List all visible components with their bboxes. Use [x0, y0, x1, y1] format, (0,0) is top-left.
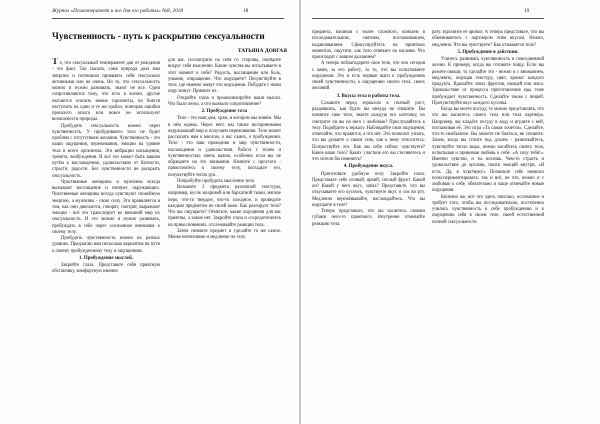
journal-header: Журнал «Психотерапевт и все для его работы» №8, 2018 — [52, 8, 183, 14]
section-heading: 1. Пробуждение мыслей. — [79, 255, 133, 261]
paragraph: для вас. Посмотрите на себя со стороны, обойдите вокруг себя мысленно. Какие чувства вы испытываете в этот момент к себе? Радость, восхищение или боль, уныние, отвращение. Что ощущаете? Почувствуйте в теле, где именно живут эти ощущения. Побудьте с ними пару минут. Примите их. — [168, 58, 281, 95]
right-column-2 — [432, 30, 544, 416]
paragraph: Затем снимите предмет и сделайте то же самое. Менее интенсивно и медленно по телу. — [168, 228, 281, 240]
paragraph: Откройте глаза и проанализируйте ваши мысли. Что было легко, а что вызвало сопротивление? — [168, 95, 281, 107]
page-number-left: 18 — [243, 8, 249, 14]
paragraph: о, что сексуальный темперамент дан от рождения - это факт. Так сказать, сама природа дала нам энергию и потенциал проявлять себя сексуально активными или не очень. Но то, что сексуальность можно и нужно развивать, знают не все. Одни сопротивляются тому, что есть в жизни, другие пытаются освоить новые горизонты, но боятся наступить на одни и те же грабли, повторяя ошибки прошлого опыта или вовсе не используют возможности природы. — [52, 61, 160, 123]
left-page — [0, 0, 299, 424]
paragraph: Возьмите 3 предмета различной текстуры, например, кусок махровой или бархатной ткани, мягкое перо, что-то твердое, что-то холодное, и проведите каждым предметом по своей коже. Как реагирует тело? Что вы ощущаете? Отметьте, какие ощущения для вас приятны, а какие нет. Закройте глаза и сосредоточьтесь на прикосновениях, отслеживайте реакции тела. — [168, 185, 281, 228]
left-column-1 — [52, 58, 160, 418]
article-title: Чувственность - путь к раскрытию сексуальности — [52, 32, 265, 42]
section-heading: 4. Пробуждение вкуса. — [343, 164, 394, 170]
header-rule — [52, 18, 284, 19]
paragraph: Учитесь развивать чувственность в повседневной жизни. К примеру, когда вы готовите пищу. Если вы режете овощи, то сделайте это - нежно и с вниманием, медленно, ощущая текстуру, цвет, аромат каждого продукта. Вдыхайте запах фруктов, овощей или мяса. Удовольствие от процесса приготовления еды тоже пробуждает чувственность. Сделайте также с пищей. Прочувствуйте вкус каждого кусочка. — [432, 57, 544, 106]
paragraph: Пробудить чувственность можно на разных уровнях. Предлагаю вам несколько вариантов на пути к своему пробужденному телу и ощущениям. — [52, 236, 160, 254]
dropcap: Т — [52, 58, 59, 66]
section-heading: 3. Вкусы тела и работы тела. — [336, 93, 401, 99]
paragraph: рату. Вдохните ее аромат. А теперь представьте, что вы обмениваетесь с партнером этим вкусом. Нежно, медленно. Что вы чувствуете? Как отзывается тело? — [432, 30, 544, 48]
paragraph: Конечно же, всё что здесь описано, осознанное и требует того, чтобы вы последовательно, постепенно учились чувственность к себе пробуждению и к ощущению себя в своем теле, своей естественной полной сексуальности. — [432, 194, 544, 225]
paragraph: Когда вы моете посуду, то можно представлять, что это вы касаетесь своего тела или тела партнера. Например, вы кладёте посуду в воду и играете с ней, поглаживая её. Это игра «Та самая хочется». Сделайте, что-то необычное. Вы можете не бояться, не спешите. Зачем, когда вы стоите под душем - развлекайтесь, чувствуйте тепло воды, нежно касайтесь своего тела, испытывая и принимая любовь к себе. «А хочу тебя!». Именно чувство, и ты носишь. Чем-то страсть и удовольствие до оргазма, поиск эмоций внутри, «Я есть. Да, я чувствую!» Позвольте себе немного поэкспериментировать: так и всё, не что, нежно и с любовью к себе, обязательно и чаще отмечайте новые ощущения. — [432, 107, 544, 194]
paragraph: предмета, начиная с более сложного, кончаем в последовательном, снятием, поглаживанием, надавливанием. Сфокусируйтесь на приятных моментах, ощутите, как тело отвечает на касания. Что происходит с вашим дыханием? — [312, 30, 425, 60]
section-heading: 2. Пробуждение тела — [201, 109, 248, 114]
right-column-1 — [312, 30, 425, 416]
section-heading: 5. Пробуждение в действии. — [457, 49, 519, 55]
paragraph: Пробудить сексуальность можно через чувственность. У пробудившего тело не будет проблем с отсутствием желания. Чувственность - это наши ощущения, переживания, эмоции на уровне тела и всего организма. Эти вибрации насыщения, трепета, возбуждения. И всё это может быть вашим путём к наслаждению, удовольствию от близости, страсти, радости. Без чувственности не раскрыть сексуальность. — [52, 123, 160, 179]
paragraph: Закройте глаза. Представьте себя приятную обстановку, комфортную именно — [52, 263, 160, 275]
header-rule — [312, 18, 544, 19]
paragraph: Теперь представьте, что вы касаетесь своими губами чего-то приятного. Внутренне отмечайте реакцию тела. — [312, 209, 425, 227]
left-column-2 — [168, 58, 281, 418]
right-page — [301, 0, 600, 424]
page-number-right: 19 — [524, 8, 530, 14]
paragraph: Слышите перед зеркалом в полный рост, раздевшись, как будто вы никуда не спешите. Вы помните свое тело, знаете каждую его клеточку, но смотрите ли вы на него с любовью? Прислушайтесь к телу. Подойдите к зеркалу. Наблюдайте свои ощущения, отмечайте, что нравится, а что нет. Это позволит узнать, что вы думаете о своем теле, как к нему относитесь. Почувствуйте это. Как вы себя сейчас чувствуете? Какое ваше тело? Каких участков его вы стесняетесь и что хотели бы изменить? — [312, 100, 425, 162]
article-author: ТАТЬЯНА ДОВГАЯ — [237, 48, 287, 54]
paragraph: Попробуйте пробудить мысленно тело. — [177, 178, 256, 184]
paragraph: Чувственные женщины и мужчины всегда вызывают восхищение и интерес окружающих. Чувственные женщины всегда чувствуют спокойную энергию, а мужчины - свою силу. Это проявляется в том, как они двигаются, говорят, смотрят, выражают эмоции - всё это транслирует во внешний мир их сексуальность. И это можно и нужно развивать, пробуждать в себе через осознанное внимание к своему телу. — [52, 179, 160, 235]
paragraph: Приготовьте удобную позу. Закройте глаза. Представьте себе сочный, яркий, спелый фрукт. Какой он? Какой у него вкус, запах? Представьте, что вы откусываете его кусочек, чувствуете вкус и сок во рту. Медленно пережёвывайте, наслаждайтесь. Что вы ощущаете в теле? — [312, 171, 425, 208]
paragraph: Тело - это наш дом, храм, в котором мы живём. Мы в нём едины. Через него мы также воспринимаем окружающий мир и получаем переживания. Тело может рассказать нам о многом, о нас самих, о пробуждении. Тело - это наш проводник в мир чувственности, наслаждения и удовольствия. Работа с телом и чувственностью очень важна, особенно если вы не обращаете на это внимания. Начните с простого - прикоснитесь к своему телу, погладьте его, почувствуйте тепло рук. — [168, 116, 281, 178]
paragraph: А теперь поблагодарите свое тело, что оно сегодня с вами, за его работу, за то, что вы испытываете ощущения. Это и есть первые шаги к пробуждению своей чувственности, к ощущению своего тела, своих желаний. — [312, 61, 425, 92]
